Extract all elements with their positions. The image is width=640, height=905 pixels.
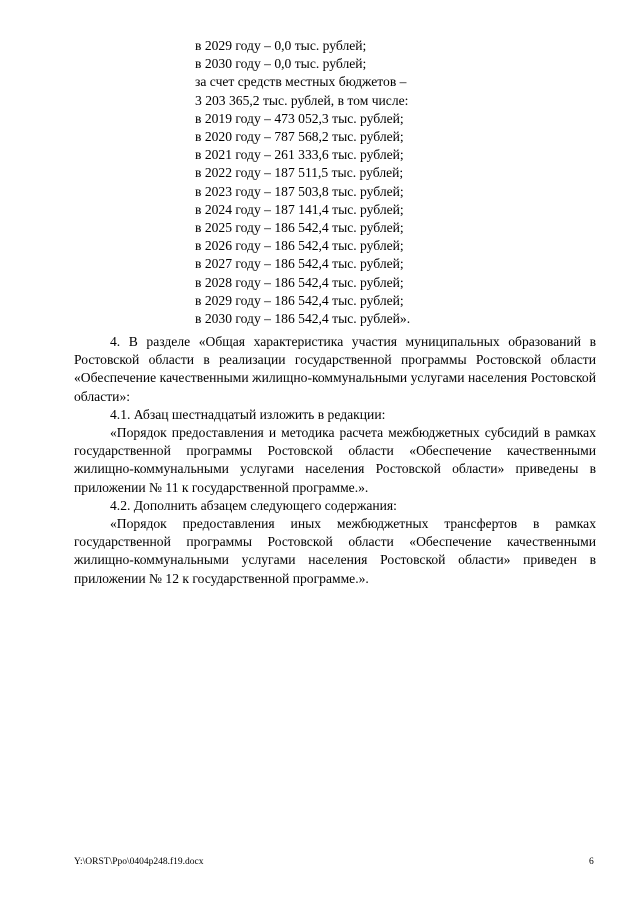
funding-line: в 2025 году – 186 542,4 тыс. рублей;	[195, 220, 404, 236]
paragraph-quote-1: «Порядок предоставления и методика расчета межбюджетных субсидий в рамках государственной программы Ростовской области «Обеспечение качественными жилищно-коммунальными услугами населения Ростовской области» приведены в приложении № 11 к государственной программе.».	[74, 425, 596, 495]
funding-line: в 2030 году – 186 542,4 тыс. рублей».	[195, 311, 411, 327]
funding-line: в 2029 году – 186 542,4 тыс. рублей;	[195, 292, 404, 308]
funding-line: в 2022 году – 187 511,5 тыс. рублей;	[195, 165, 404, 181]
funding-line: в 2021 году – 261 333,6 тыс. рублей;	[195, 147, 404, 163]
amendment-text	[74, 333, 596, 588]
funding-line: в 2023 году – 187 503,8 тыс. рублей;	[195, 183, 404, 199]
funding-line: 3 203 365,2 тыс. рублей, в том числе:	[195, 92, 409, 108]
page-number: 6	[589, 857, 594, 867]
funding-line: в 2024 году – 187 141,4 тыс. рублей;	[195, 201, 404, 217]
funding-line: в 2019 году – 473 052,3 тыс. рублей;	[195, 110, 404, 126]
funding-line: в 2029 году – 0,0 тыс. рублей;	[195, 38, 367, 53]
funding-line: за счет средств местных бюджетов –	[195, 74, 407, 90]
funding-line: в 2026 году – 186 542,4 тыс. рублей;	[195, 238, 404, 254]
funding-line: в 2030 году – 0,0 тыс. рублей;	[195, 56, 367, 72]
paragraph-quote-2: «Порядок предоставления иных межбюджетных трансфертов в рамках государственной программы Ростовской области «Обеспечение качественными жилищно-коммунальными услугами населения Ростовской области» приведен в приложении № 12 к государственной программе.».	[74, 516, 596, 586]
funding-line: в 2027 году – 186 542,4 тыс. рублей;	[195, 256, 404, 272]
footer-file-path: Y:\ORST\Ppo\0404p248.f19.docx	[74, 857, 204, 867]
paragraph-section-4: 4. В разделе «Общая характеристика участия муниципальных образований в Ростовской области в реализации государственной программы Ростовской области «Обеспечение качественными жилищно-коммунальными услугами населения Ростовской области»:	[74, 334, 596, 404]
funding-line: в 2020 году – 787 568,2 тыс. рублей;	[195, 129, 404, 145]
funding-line: в 2028 году – 186 542,4 тыс. рублей;	[195, 274, 404, 290]
funding-list	[195, 37, 410, 328]
paragraph-item-4-1: 4.1. Абзац шестнадцатый изложить в редакции:	[110, 406, 386, 422]
paragraph-item-4-2: 4.2. Дополнить абзацем следующего содержания:	[110, 497, 397, 513]
